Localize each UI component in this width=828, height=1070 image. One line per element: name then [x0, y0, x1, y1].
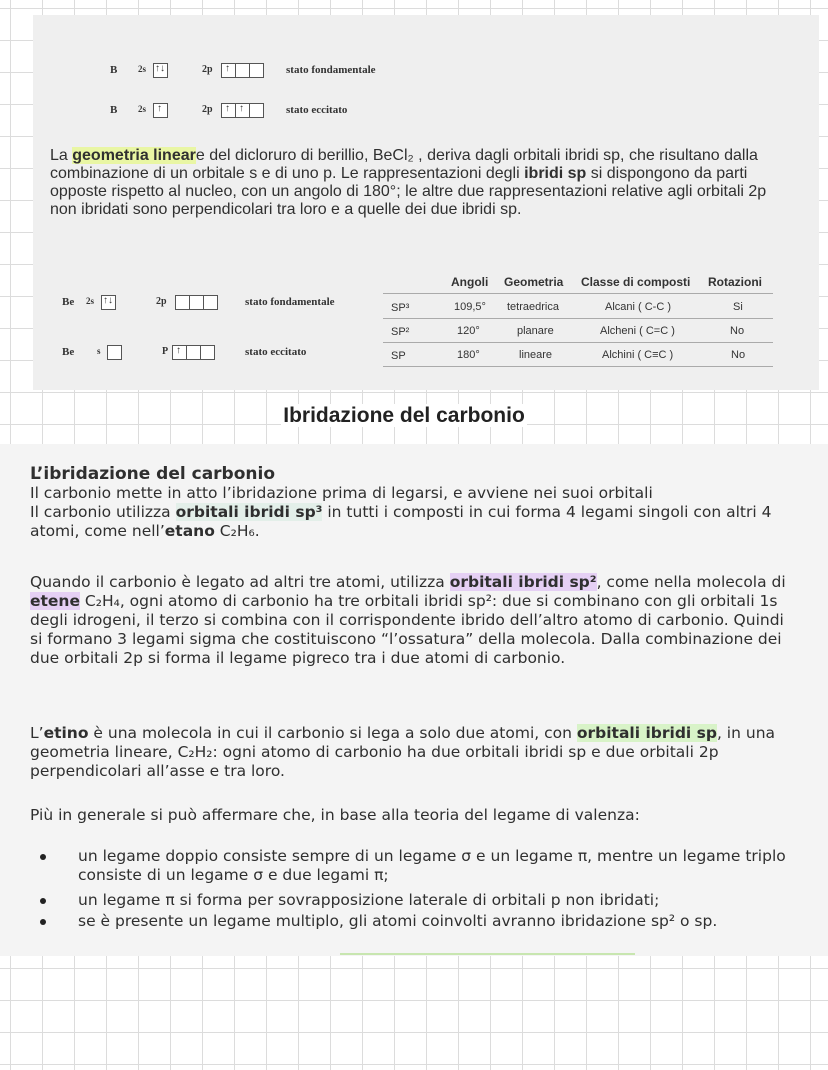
etino-term: etino — [43, 724, 89, 742]
beryllium-ground-row — [62, 295, 335, 308]
row2-geometry: planare — [517, 325, 554, 337]
header-geometria: Geometria — [504, 275, 564, 289]
row2-angle: 120° — [457, 325, 480, 337]
s-label: 2s — [86, 296, 95, 306]
p-label: 2p — [156, 296, 167, 307]
row1-class: Alcani ( C-C ) — [605, 301, 672, 313]
row2-class: Alcheni ( C=C ) — [600, 325, 675, 337]
carbon-heading: L’ibridazione del carbonio — [30, 464, 276, 484]
highlight-etene: etene — [30, 592, 80, 610]
s-label: s — [97, 346, 101, 356]
table-divider — [383, 366, 773, 367]
row3-rotation: No — [731, 349, 746, 361]
carbon-sp2-paragraph: Quando il carbonio è legato ad altri tre atomi, utilizza orbitali ibridi sp², come nella molecola di etene C₂H₄, ogni atomo di carbonio ha tre orbitali ibridi sp²: due si combinano con gli orbitali 1s degli idrogeni, il terzo si combina con il corrispondente ibrido dell’altro atomo di carbonio. Quindi si formano 3 legami sigma che costituiscono “l’ossatura” della molecola. Dalla combinazione dei due orbitali 2p si forma il legame pigreco tra i due atomi di carbonio. — [30, 573, 786, 667]
s-orbital-box: ↑↓ — [101, 295, 116, 310]
carbon-line1: Il carbonio mette in atto l’ibridazione prima di legarsi, e avviene nei suoi orbitali — [30, 484, 653, 502]
p-label: P — [162, 346, 169, 357]
s-orbital-box: ↑↓ — [153, 63, 168, 78]
carbon-sp3-paragraph: Il carbonio utilizza orbitali ibridi sp³ in tutti i composti in cui forma 4 legami singoli con altri 4 atomi, come nell’etano C₂H₆. — [30, 503, 772, 540]
s-orbital-box — [107, 345, 122, 360]
row1-rotation: Si — [733, 301, 743, 313]
beryllium-excited-row — [62, 345, 307, 358]
row2-rotation: No — [730, 325, 745, 337]
carbon-intro-block — [30, 464, 805, 541]
row3-angle: 180° — [457, 349, 480, 361]
state-label: stato fondamentale — [286, 64, 376, 76]
state-label: stato eccitato — [286, 104, 348, 116]
boron-ground-row — [110, 63, 376, 76]
highlight-linear-geometry: geometria linear — [72, 147, 196, 164]
header-angoli: Angoli — [451, 275, 489, 289]
bullet-item: un legame doppio consiste sempre di un legame σ e un legame π, mentre un legame triplo consiste di un legame σ e due legami π; — [30, 847, 810, 885]
highlight-sp2: orbitali ibridi sp² — [449, 573, 597, 591]
beryllium-paragraph: La geometria lineare del dicloruro di berillio, BeCl₂ , deriva dagli orbitali ibridi sp, che risultano dalla combinazione di un orbitale s e di uno p. Le rappresentazioni degli ibridi sp si dispongono da parti opposte rispetto al nucleo, con un angolo di 180°; le altre due rappresentazioni relative agli orbitali 2p non ibridati sono perpendicolari tra loro e a quelle dei due ibridi sp. — [50, 147, 767, 218]
p-orbital-boxes: ↑ — [172, 345, 214, 360]
row2-hyb: SP² — [391, 326, 410, 338]
bullet-item: se è presente un legame multiplo, gli atomi coinvolti avranno ibridazione sp² o sp. — [30, 912, 810, 931]
header-classe: Classe di composti — [581, 275, 691, 289]
row3-geometry: lineare — [519, 349, 553, 361]
row1-geometry: tetraedrica — [507, 301, 559, 313]
highlight-sp: orbitali ibridi sp — [576, 724, 717, 742]
table-divider — [383, 318, 773, 319]
state-label: stato eccitato — [245, 346, 307, 358]
row3-hyb: SP — [391, 350, 406, 362]
highlight-ibridi-sp: ibridi sp — [524, 165, 587, 182]
element-symbol: B — [110, 64, 118, 76]
section-title: Ibridazione del carbonio — [283, 404, 525, 427]
etano-term: etano — [164, 522, 215, 540]
bullet-dot — [40, 919, 46, 925]
carbon-general-paragraph: Più in generale si può affermare che, in base alla teoria del legame di valenza: — [30, 806, 640, 824]
boron-excited-row — [110, 103, 348, 116]
row1-hyb: SP³ — [391, 302, 410, 314]
highlight-underline — [340, 953, 635, 955]
s-label: 2s — [138, 64, 147, 74]
p-orbital-boxes: ↑ ↑ — [221, 103, 263, 118]
bullet-dot — [40, 898, 46, 904]
p-label: 2p — [202, 64, 213, 75]
highlight-sp3: orbitali ibridi sp³ — [175, 503, 323, 521]
bullet-dot — [40, 854, 46, 860]
p-orbital-boxes: ↑ — [221, 63, 263, 78]
element-symbol: Be — [62, 296, 75, 308]
header-rotazioni: Rotazioni — [708, 275, 762, 289]
row3-class: Alchini ( C≡C ) — [602, 349, 674, 361]
p-label: 2p — [202, 104, 213, 115]
s-label: 2s — [138, 104, 147, 114]
table-divider — [383, 342, 773, 343]
state-label: stato fondamentale — [245, 296, 335, 308]
element-symbol: Be — [62, 346, 75, 358]
s-orbital-box: ↑ — [153, 103, 168, 118]
bullet-item: un legame π si forma per sovrapposizione laterale di orbitali p non ibridati; — [30, 891, 810, 910]
table-divider — [383, 293, 773, 294]
carbon-sp-paragraph: L’etino è una molecola in cui il carbonio si lega a solo due atomi, con orbitali ibridi sp, in una geometria lineare, C₂H₂: ogni atomo di carbonio ha due orbitali ibridi sp e due orbitali 2p perpendicolari all’asse e tra loro. — [30, 724, 776, 780]
row1-angle: 109,5° — [454, 301, 486, 313]
element-symbol: B — [110, 104, 118, 116]
p-orbital-boxes — [175, 295, 217, 310]
